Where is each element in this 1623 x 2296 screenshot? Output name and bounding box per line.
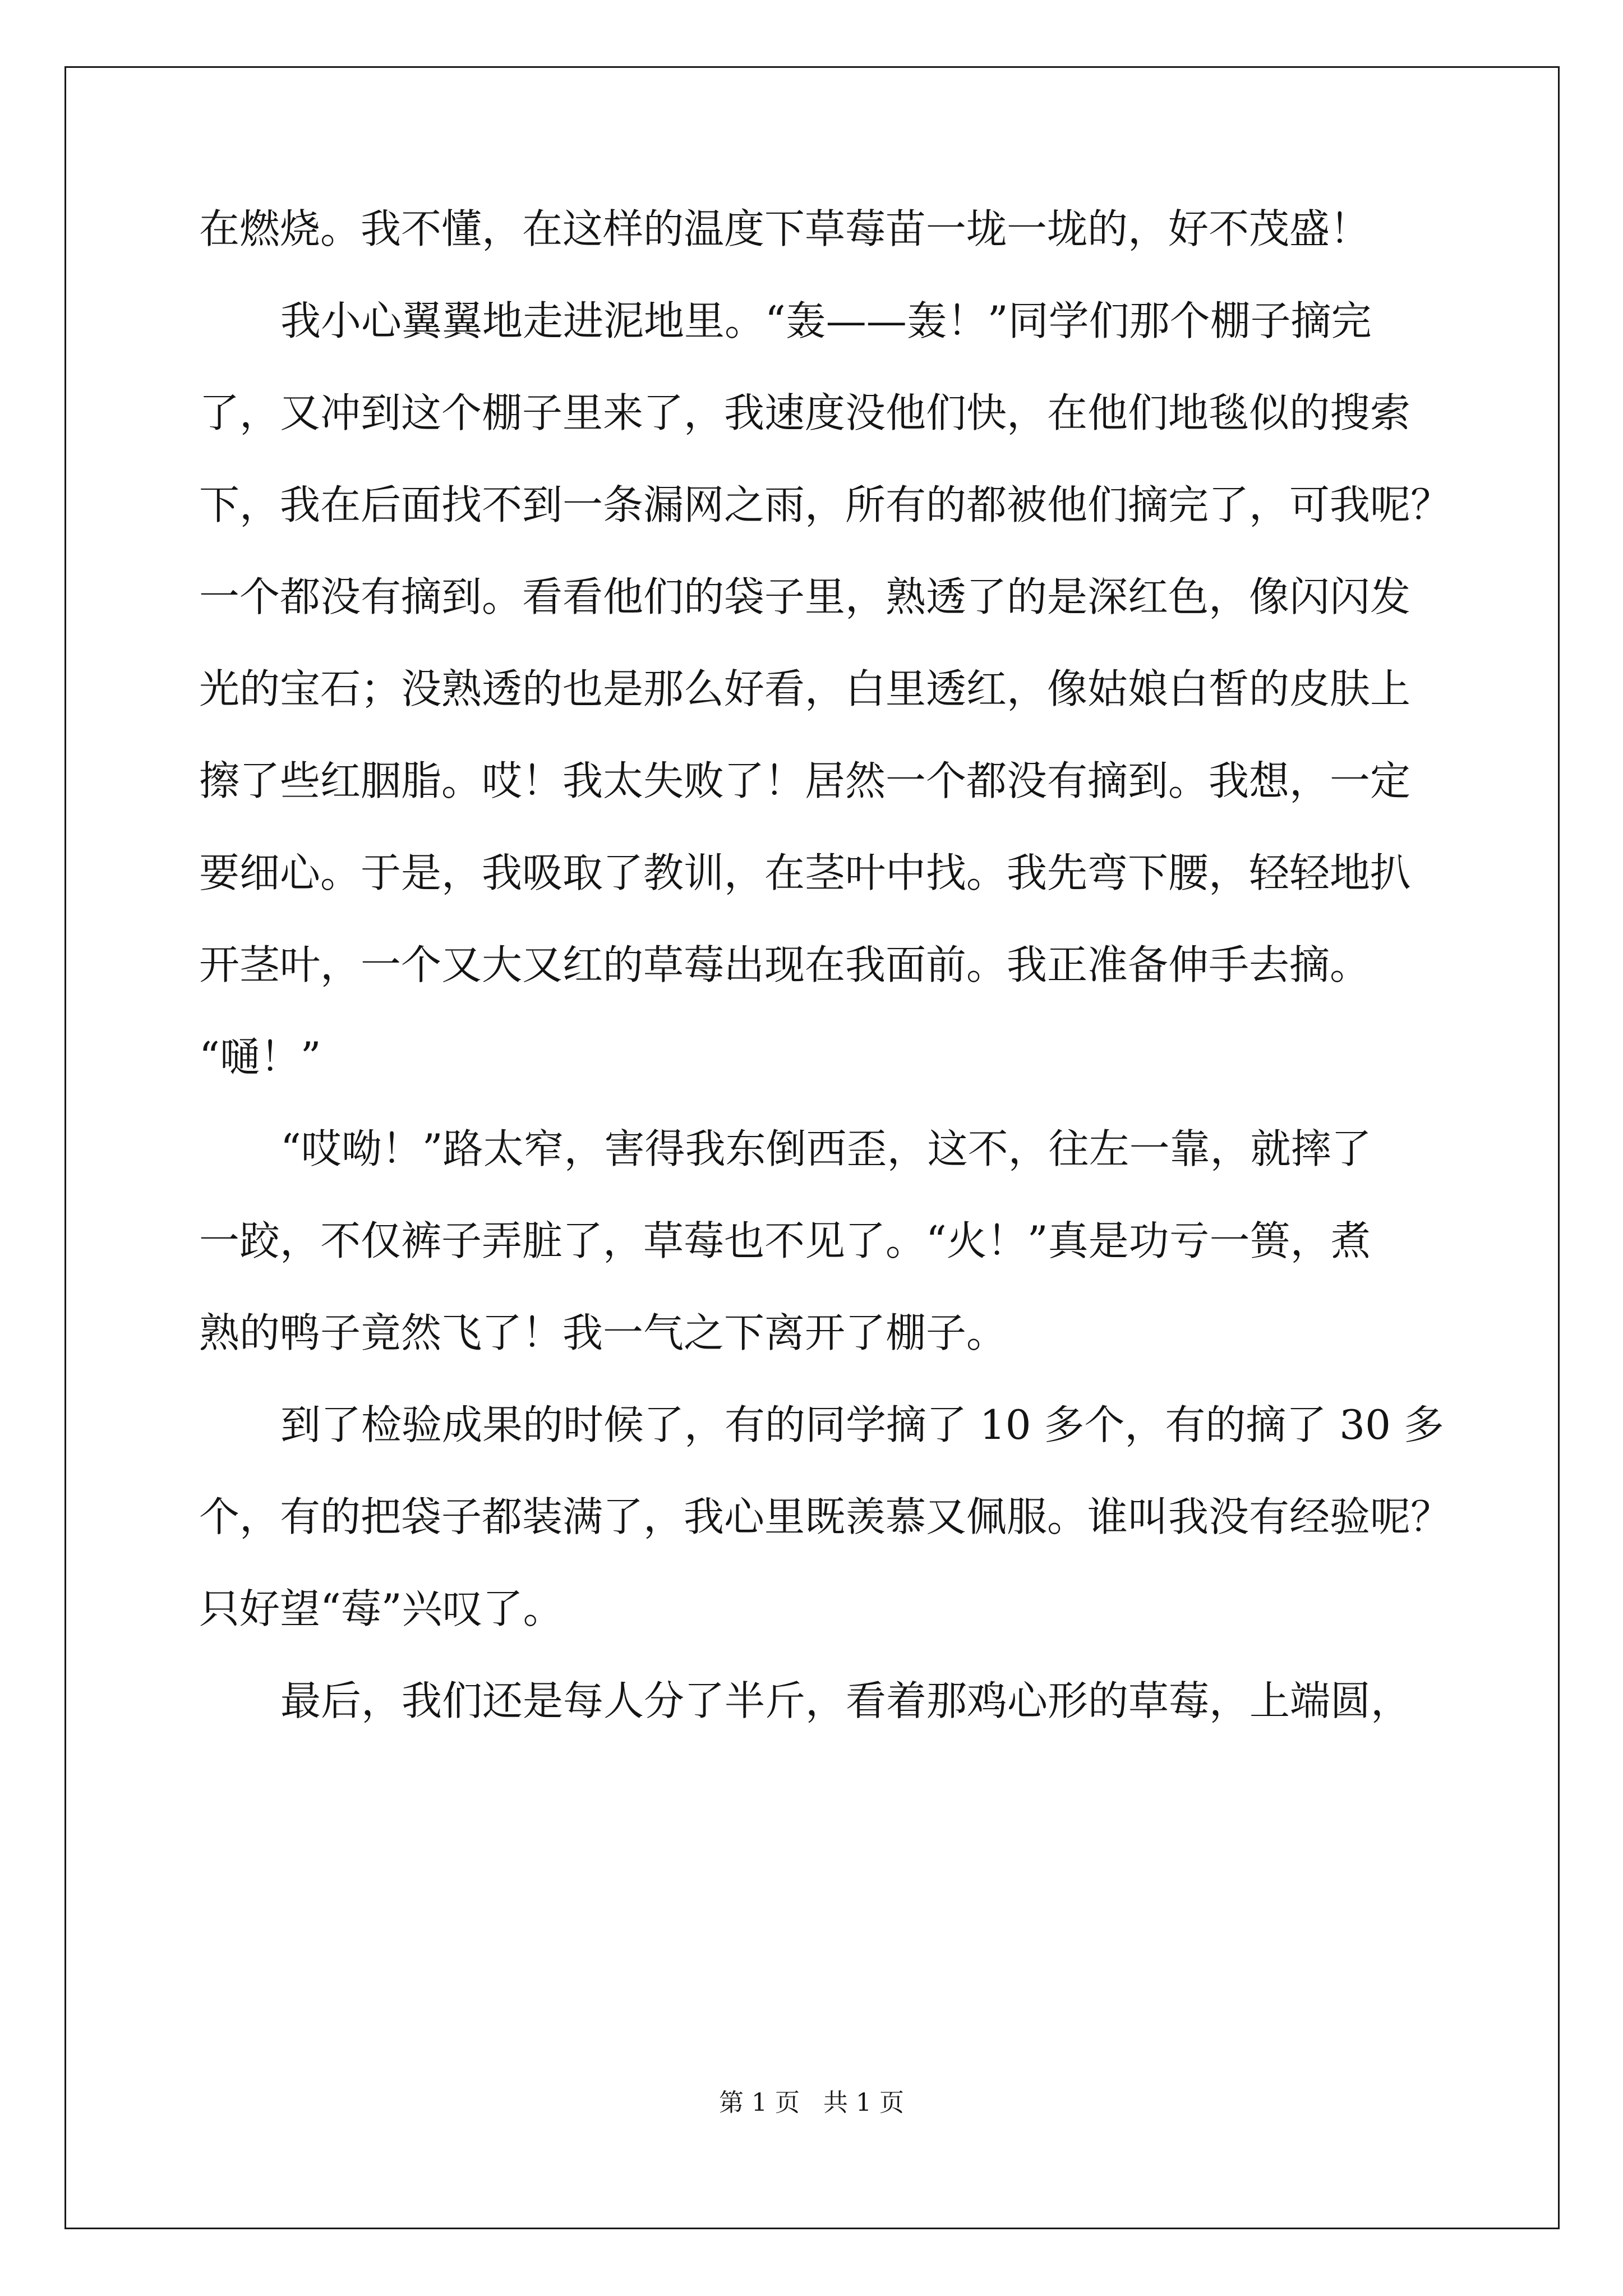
- text-line: 光的宝石；没熟透的也是那么好看，白里透红，像姑娘白皙的皮肤上: [199, 665, 1411, 712]
- text-line: 要细心。于是，我吸取了教训，在茎叶中找。我先弯下腰，轻轻地扒: [199, 849, 1411, 896]
- text-line: 个，有的把袋子都装满了，我心里既羡慕又佩服。谁叫我没有经验呢？: [199, 1493, 1451, 1540]
- text-line: “嗵！”: [199, 1033, 321, 1080]
- text-line: 最后，我们还是每人分了半斤，看着那鸡心形的草莓，上端圆，: [280, 1677, 1412, 1724]
- text-line: 擦了些红胭脂。哎！我太失败了！居然一个都没有摘到。我想，一定: [199, 757, 1411, 804]
- text-line: 我小心翼翼地走进泥地里。“轰——轰！”同学们那个棚子摘完: [280, 297, 1372, 344]
- text-line: 一跤，不仅裤子弄脏了，草莓也不见了。“火！”真是功亏一篑，煮: [199, 1217, 1371, 1264]
- text-line: “哎呦！”路太窄，害得我东倒西歪，这不，往左一靠，就摔了: [280, 1125, 1372, 1172]
- text-line: 开茎叶，一个又大又红的草莓出现在我面前。我正准备伸手去摘。: [199, 941, 1371, 988]
- text-line: 了，又冲到这个棚子里来了，我速度没他们快，在他们地毯似的搜索: [199, 389, 1411, 436]
- text-line: 一个都没有摘到。看看他们的袋子里，熟透了的是深红色，像闪闪发: [199, 573, 1411, 620]
- text-line: 到了检验成果的时候了，有的同学摘了 10 多个，有的摘了 30 多: [280, 1401, 1444, 1448]
- page-number-footer: 第 1 页 共 1 页: [719, 2088, 904, 2117]
- text-line: 下，我在后面找不到一条漏网之雨，所有的都被他们摘完了，可我呢？: [199, 481, 1451, 528]
- text-line: 在燃烧。我不懂，在这样的温度下草莓苗一垅一垅的，好不茂盛！: [199, 205, 1371, 252]
- text-line: 熟的鸭子竟然飞了！我一气之下离开了棚子。: [199, 1309, 1007, 1356]
- text-line: 只好望“莓”兴叹了。: [199, 1585, 564, 1632]
